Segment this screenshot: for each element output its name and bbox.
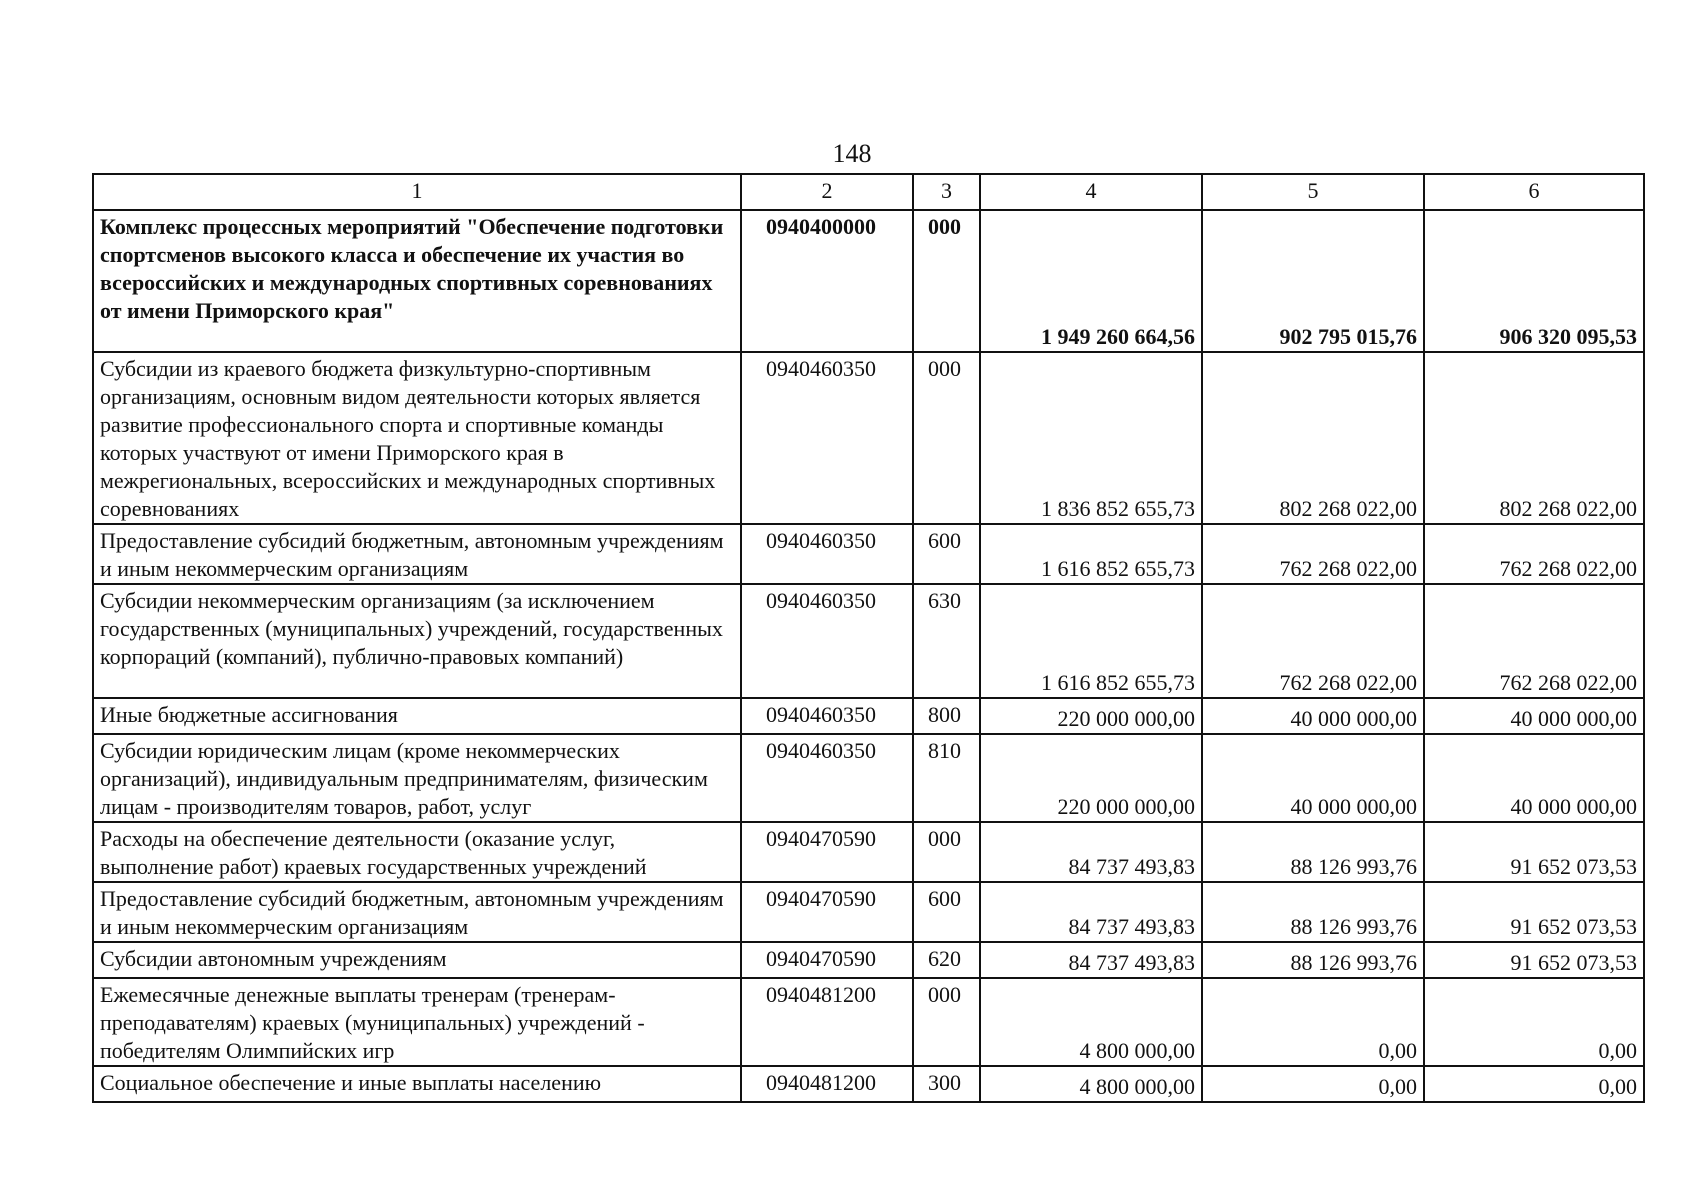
row-value-col5: 88 126 993,76	[1202, 822, 1424, 882]
row-value-col5: 88 126 993,76	[1202, 942, 1424, 978]
row-value-col5: 902 795 015,76	[1202, 210, 1424, 352]
table-row	[93, 210, 1644, 352]
row-name: Социальное обеспечение и иные выплаты населению	[93, 1066, 741, 1102]
row-value-col4: 84 737 493,83	[980, 942, 1202, 978]
row-value-col4: 1 616 852 655,73	[980, 584, 1202, 698]
row-code: 0940460350	[741, 524, 913, 584]
row-type: 600	[913, 882, 980, 942]
row-code: 0940400000	[741, 210, 913, 352]
row-type: 620	[913, 942, 980, 978]
column-header-6: 6	[1424, 174, 1644, 210]
table-row	[93, 698, 1644, 734]
row-name: Субсидии юридическим лицам (кроме некоммерческих организаций), индивидуальным предпринимателям, физическим лицам - производителям товаров, работ, услуг	[93, 734, 741, 822]
row-value-col4: 1 616 852 655,73	[980, 524, 1202, 584]
row-code: 0940470590	[741, 822, 913, 882]
column-header-5: 5	[1202, 174, 1424, 210]
column-header-2: 2	[741, 174, 913, 210]
row-value-col5: 762 268 022,00	[1202, 584, 1424, 698]
row-value-col6: 40 000 000,00	[1424, 734, 1644, 822]
row-value-col6: 91 652 073,53	[1424, 882, 1644, 942]
row-code: 0940460350	[741, 698, 913, 734]
row-type: 000	[913, 822, 980, 882]
row-type: 000	[913, 352, 980, 524]
row-type: 000	[913, 210, 980, 352]
row-value-col6: 802 268 022,00	[1424, 352, 1644, 524]
row-value-col5: 762 268 022,00	[1202, 524, 1424, 584]
row-value-col6: 40 000 000,00	[1424, 698, 1644, 734]
row-name: Субсидии автономным учреждениям	[93, 942, 741, 978]
page-number: 148	[832, 139, 872, 168]
row-value-col6: 0,00	[1424, 978, 1644, 1066]
column-header-3: 3	[913, 174, 980, 210]
table-row	[93, 882, 1644, 942]
row-value-col4: 4 800 000,00	[980, 978, 1202, 1066]
row-value-col5: 802 268 022,00	[1202, 352, 1424, 524]
row-name: Ежемесячные денежные выплаты тренерам (тренерам-преподавателям) краевых (муниципальных) учреждений - победителям Олимпийских игр	[93, 978, 741, 1066]
row-code: 0940460350	[741, 584, 913, 698]
row-value-col6: 762 268 022,00	[1424, 584, 1644, 698]
row-value-col6: 91 652 073,53	[1424, 942, 1644, 978]
row-name: Субсидии некоммерческим организациям (за исключением государственных (муниципальных) учреждений, государственных корпораций (компаний), публично-правовых компаний)	[93, 584, 741, 698]
table-row	[93, 352, 1644, 524]
row-value-col5: 88 126 993,76	[1202, 882, 1424, 942]
row-value-col4: 84 737 493,83	[980, 882, 1202, 942]
row-value-col5: 0,00	[1202, 1066, 1424, 1102]
table-row	[93, 978, 1644, 1066]
row-name: Субсидии из краевого бюджета физкультурно-спортивным организациям, основным видом деятельности которых является развитие профессионального спорта и спортивные команды которых участвуют от имени Приморского края в межрегиональных, всероссийских и международных спортивных соревнованиях	[93, 352, 741, 524]
row-code: 0940470590	[741, 882, 913, 942]
row-type: 800	[913, 698, 980, 734]
row-value-col5: 0,00	[1202, 978, 1424, 1066]
row-value-col4: 220 000 000,00	[980, 734, 1202, 822]
row-code: 0940481200	[741, 1066, 913, 1102]
column-header-1: 1	[93, 174, 741, 210]
row-type: 630	[913, 584, 980, 698]
table-row	[93, 524, 1644, 584]
table-row	[93, 734, 1644, 822]
row-value-col5: 40 000 000,00	[1202, 698, 1424, 734]
row-value-col4: 1 949 260 664,56	[980, 210, 1202, 352]
row-value-col6: 762 268 022,00	[1424, 524, 1644, 584]
budget-table	[92, 173, 1645, 1103]
row-code: 0940481200	[741, 978, 913, 1066]
row-value-col4: 220 000 000,00	[980, 698, 1202, 734]
row-code: 0940470590	[741, 942, 913, 978]
row-type: 810	[913, 734, 980, 822]
table-header-row	[93, 174, 1644, 210]
row-type: 000	[913, 978, 980, 1066]
row-name: Расходы на обеспечение деятельности (оказание услуг, выполнение работ) краевых государственных учреждений	[93, 822, 741, 882]
row-type: 300	[913, 1066, 980, 1102]
row-name: Комплекс процессных мероприятий "Обеспечение подготовки спортсменов высокого класса и обеспечение их участия во всероссийских и международных спортивных соревнованиях от имени Приморского края"	[93, 210, 741, 352]
row-value-col5: 40 000 000,00	[1202, 734, 1424, 822]
table-row	[93, 942, 1644, 978]
table-row	[93, 822, 1644, 882]
row-code: 0940460350	[741, 352, 913, 524]
row-value-col4: 84 737 493,83	[980, 822, 1202, 882]
row-value-col6: 91 652 073,53	[1424, 822, 1644, 882]
row-code: 0940460350	[741, 734, 913, 822]
row-type: 600	[913, 524, 980, 584]
table-row	[93, 1066, 1644, 1102]
row-value-col4: 1 836 852 655,73	[980, 352, 1202, 524]
row-name: Иные бюджетные ассигнования	[93, 698, 741, 734]
row-value-col4: 4 800 000,00	[980, 1066, 1202, 1102]
row-name: Предоставление субсидий бюджетным, автономным учреждениям и иным некоммерческим организациям	[93, 524, 741, 584]
row-value-col6: 906 320 095,53	[1424, 210, 1644, 352]
row-name: Предоставление субсидий бюджетным, автономным учреждениям и иным некоммерческим организациям	[93, 882, 741, 942]
table-row	[93, 584, 1644, 698]
column-header-4: 4	[980, 174, 1202, 210]
row-value-col6: 0,00	[1424, 1066, 1644, 1102]
